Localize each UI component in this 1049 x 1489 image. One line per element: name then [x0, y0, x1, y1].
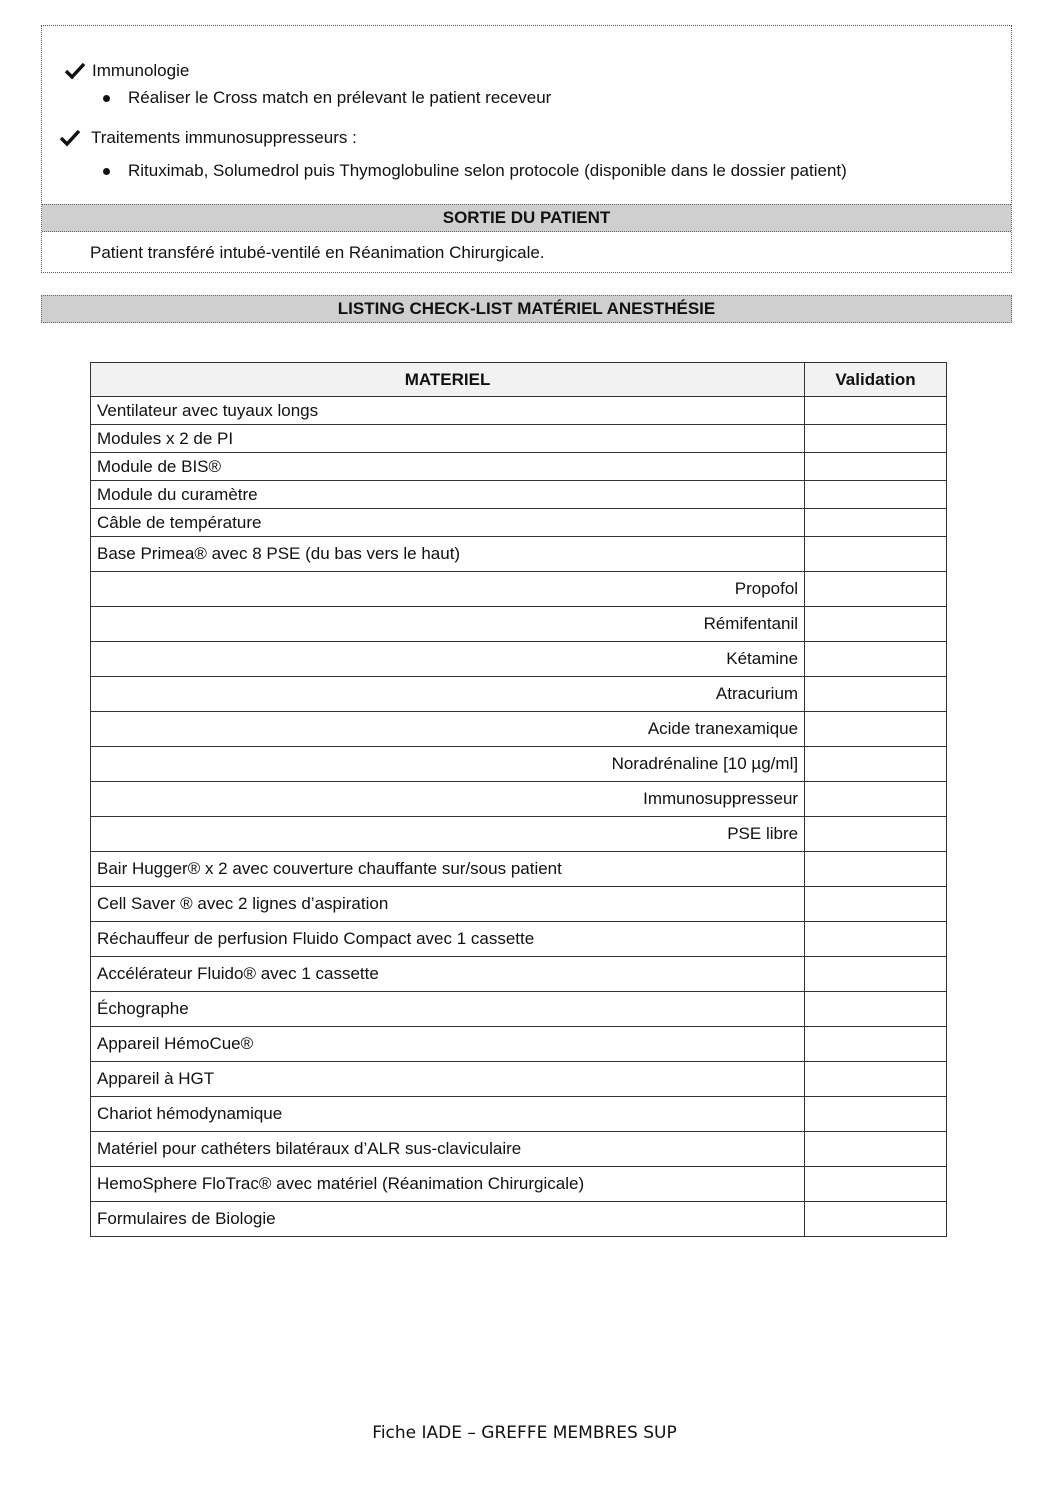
table-row [91, 425, 947, 453]
validation-cell[interactable] [805, 481, 947, 509]
table-row [91, 817, 947, 852]
table-row [91, 782, 947, 817]
table-row [91, 1132, 947, 1167]
materiel-cell: Propofol [91, 572, 805, 607]
validation-cell[interactable] [805, 1062, 947, 1097]
materiel-cell: Atracurium [91, 677, 805, 712]
materiel-cell: Matériel pour cathéters bilatéraux d’ALR sus-claviculaire [91, 1132, 805, 1167]
checkmark-icon [59, 129, 81, 147]
validation-cell[interactable] [805, 1202, 947, 1237]
validation-cell[interactable] [805, 642, 947, 677]
materiel-cell: Appareil à HGT [91, 1062, 805, 1097]
table-row [91, 642, 947, 677]
materiel-cell: Câble de température [91, 509, 805, 537]
table-row [91, 572, 947, 607]
header-materiel: MATERIEL [91, 363, 805, 397]
immunologie-item [64, 61, 189, 81]
immunologie-bullet-text: Réaliser le Cross match en prélevant le patient receveur [128, 88, 552, 107]
table-row [91, 509, 947, 537]
immunologie-label: Immunologie [92, 61, 190, 80]
materiel-cell: HemoSphere FloTrac® avec matériel (Réanimation Chirurgicale) [91, 1167, 805, 1202]
validation-cell[interactable] [805, 425, 947, 453]
table-row [91, 852, 947, 887]
checkmark-icon [64, 62, 86, 80]
bullet-icon [103, 168, 110, 175]
materiel-cell: Immunosuppresseur [91, 782, 805, 817]
validation-cell[interactable] [805, 537, 947, 572]
traitements-bullet-text: Rituximab, Solumedrol puis Thymoglobuline selon protocole (disponible dans le dossier patient) [128, 161, 847, 180]
validation-cell[interactable] [805, 453, 947, 481]
validation-cell[interactable] [805, 922, 947, 957]
materiel-cell: Noradrénaline [10 µg/ml] [91, 747, 805, 782]
traitements-item [59, 128, 357, 148]
traitements-label: Traitements immunosuppresseurs : [91, 128, 357, 147]
validation-cell[interactable] [805, 852, 947, 887]
validation-cell[interactable] [805, 1097, 947, 1132]
table-row [91, 922, 947, 957]
materiel-cell: Appareil HémoCue® [91, 1027, 805, 1062]
table-row [91, 1062, 947, 1097]
table-row [91, 957, 947, 992]
materiel-cell: Chariot hémodynamique [91, 1097, 805, 1132]
validation-cell[interactable] [805, 747, 947, 782]
table-header-row [91, 363, 947, 397]
table-row [91, 607, 947, 642]
table-row [91, 1097, 947, 1132]
table-row [91, 537, 947, 572]
table-row [91, 397, 947, 425]
table-row [91, 481, 947, 509]
materiel-cell: Bair Hugger® x 2 avec couverture chauffante sur/sous patient [91, 852, 805, 887]
table-row [91, 747, 947, 782]
validation-cell[interactable] [805, 782, 947, 817]
validation-cell[interactable] [805, 509, 947, 537]
validation-cell[interactable] [805, 1132, 947, 1167]
validation-cell[interactable] [805, 992, 947, 1027]
table-row [91, 453, 947, 481]
table-row [91, 1167, 947, 1202]
validation-cell[interactable] [805, 607, 947, 642]
table-row [91, 992, 947, 1027]
validation-cell[interactable] [805, 712, 947, 747]
validation-cell[interactable] [805, 572, 947, 607]
materiel-cell: Formulaires de Biologie [91, 1202, 805, 1237]
validation-cell[interactable] [805, 957, 947, 992]
materiel-table [90, 362, 947, 1237]
page-footer: Fiche IADE – GREFFE MEMBRES SUP [372, 1423, 677, 1443]
materiel-cell: Échographe [91, 992, 805, 1027]
materiel-cell: PSE libre [91, 817, 805, 852]
validation-cell[interactable] [805, 397, 947, 425]
sortie-title: SORTIE DU PATIENT [42, 204, 1011, 232]
table-row [91, 1202, 947, 1237]
immunology-section [41, 25, 1012, 273]
traitements-bullet-item [103, 161, 847, 181]
materiel-cell: Module du curamètre [91, 481, 805, 509]
header-validation: Validation [805, 363, 947, 397]
materiel-cell: Module de BIS® [91, 453, 805, 481]
materiel-cell: Acide tranexamique [91, 712, 805, 747]
validation-cell[interactable] [805, 677, 947, 712]
table-row [91, 887, 947, 922]
listing-title: LISTING CHECK-LIST MATÉRIEL ANESTHÉSIE [41, 295, 1012, 323]
validation-cell[interactable] [805, 1027, 947, 1062]
table-row [91, 1027, 947, 1062]
materiel-cell: Kétamine [91, 642, 805, 677]
materiel-cell: Modules x 2 de PI [91, 425, 805, 453]
validation-cell[interactable] [805, 1167, 947, 1202]
immunologie-bullet-item [103, 88, 551, 108]
materiel-cell: Base Primea® avec 8 PSE (du bas vers le haut) [91, 537, 805, 572]
materiel-cell: Réchauffeur de perfusion Fluido Compact avec 1 cassette [91, 922, 805, 957]
table-row [91, 712, 947, 747]
bullet-icon [103, 95, 110, 102]
validation-cell[interactable] [805, 887, 947, 922]
validation-cell[interactable] [805, 817, 947, 852]
materiel-cell: Cell Saver ® avec 2 lignes d’aspiration [91, 887, 805, 922]
materiel-cell: Accélérateur Fluido® avec 1 cassette [91, 957, 805, 992]
materiel-cell: Rémifentanil [91, 607, 805, 642]
sortie-text: Patient transféré intubé-ventilé en Réanimation Chirurgicale. [90, 243, 545, 262]
table-row [91, 677, 947, 712]
materiel-cell: Ventilateur avec tuyaux longs [91, 397, 805, 425]
